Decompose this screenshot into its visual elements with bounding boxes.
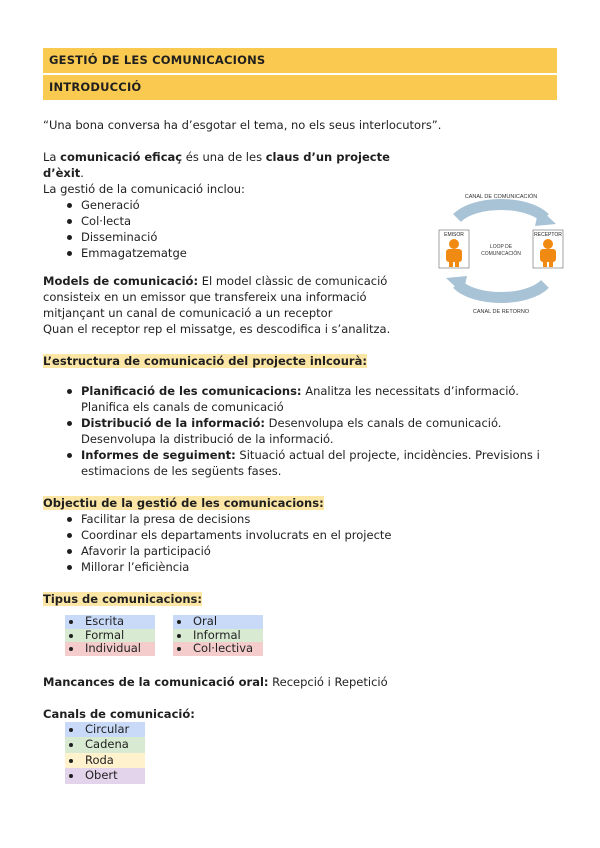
list-item: Facilitar la presa de decisions [65,511,557,527]
list-item: Distribució de la informació: Desenvolupa els canals de comunicació. Desenvolupa la distribució de la informació. [65,415,557,447]
channel-chip: Circular [65,722,145,738]
type-chip: Oral [173,615,263,629]
intro-quote: “Una bona conversa ha d’esgotar el tema, no els seus interlocutors”. [43,118,442,132]
models-text: Models de comunicació: El model clàssic de comunicació consisteix en un emissor que transfereix una informació mitjançant un canal de comunicació a un receptor [43,274,388,320]
document-page [43,48,562,784]
includes-list [43,197,428,261]
list-item: Afavorir la participació [65,543,557,559]
diagram-center-line2: COMUNICACIÓN [481,251,521,257]
list-item: Coordinar els departaments involucrats en el projecte [65,527,557,543]
type-chip: Col·lectiva [173,642,263,656]
diagram-left-label: EMISOR [444,232,464,238]
channel-chip: Cadena [65,737,145,753]
types-right-column [173,615,281,656]
objectives-heading: Objectiu de la gestió de les comunicacions: [43,496,324,510]
type-chip: Formal [65,629,155,643]
communication-loop-diagram [435,188,567,316]
type-chip: Individual [65,642,155,656]
types-heading: Tipus de comunicacions: [43,592,202,606]
list-item: Col·lecta [65,213,428,229]
structure-heading: L’estructura de comunicació del projecte inlcourà: [43,354,367,368]
channel-chip: Roda [65,753,145,769]
channel-chip: Obert [65,768,145,784]
channels-heading: Canals de comunicació: [43,706,195,721]
list-item: Millorar l’eficiència [65,559,557,575]
diagram-center-line1: LOOP DE [489,244,513,250]
models-text-2: Quan el receptor rep el missatge, es descodifica i s’analitza. [43,322,391,336]
list-item: Generació [65,197,428,213]
types-grid [65,615,557,656]
objectives-list [43,511,557,575]
diagram-right-label: RECEPTOR [534,232,562,238]
includes-text: La gestió de la comunicació inclou: [43,182,245,196]
types-left-column [65,615,173,656]
list-item: Planificació de les comunicacions: Analitza les necessitats d’informació. Planifica els canals de comunicació [65,383,557,415]
effective-communication-text: La comunicació eficaç és una de les claus d’un projecte d’èxit. [43,150,390,180]
structure-list [43,383,557,479]
channels-list [65,722,557,784]
type-chip: Escrita [65,615,155,629]
type-chip: Informal [173,629,263,643]
list-item: Informes de seguiment: Situació actual del projecte, incidències. Previsions i estimacions de les següents fases. [65,447,557,479]
page-title: GESTIÓ DE LES COMUNICACIONS [43,48,557,73]
section-title: INTRODUCCIÓ [43,75,557,100]
diagram-bottom-label: CANAL DE RETORNO [472,309,530,315]
list-item: Disseminació [65,229,428,245]
oral-shortcomings: Mancances de la comunicació oral: Recepció i Repetició [43,674,388,689]
diagram-top-label: CANAL DE COMUNICACIÓN [464,194,538,200]
list-item: Emmagatzematge [65,245,428,261]
